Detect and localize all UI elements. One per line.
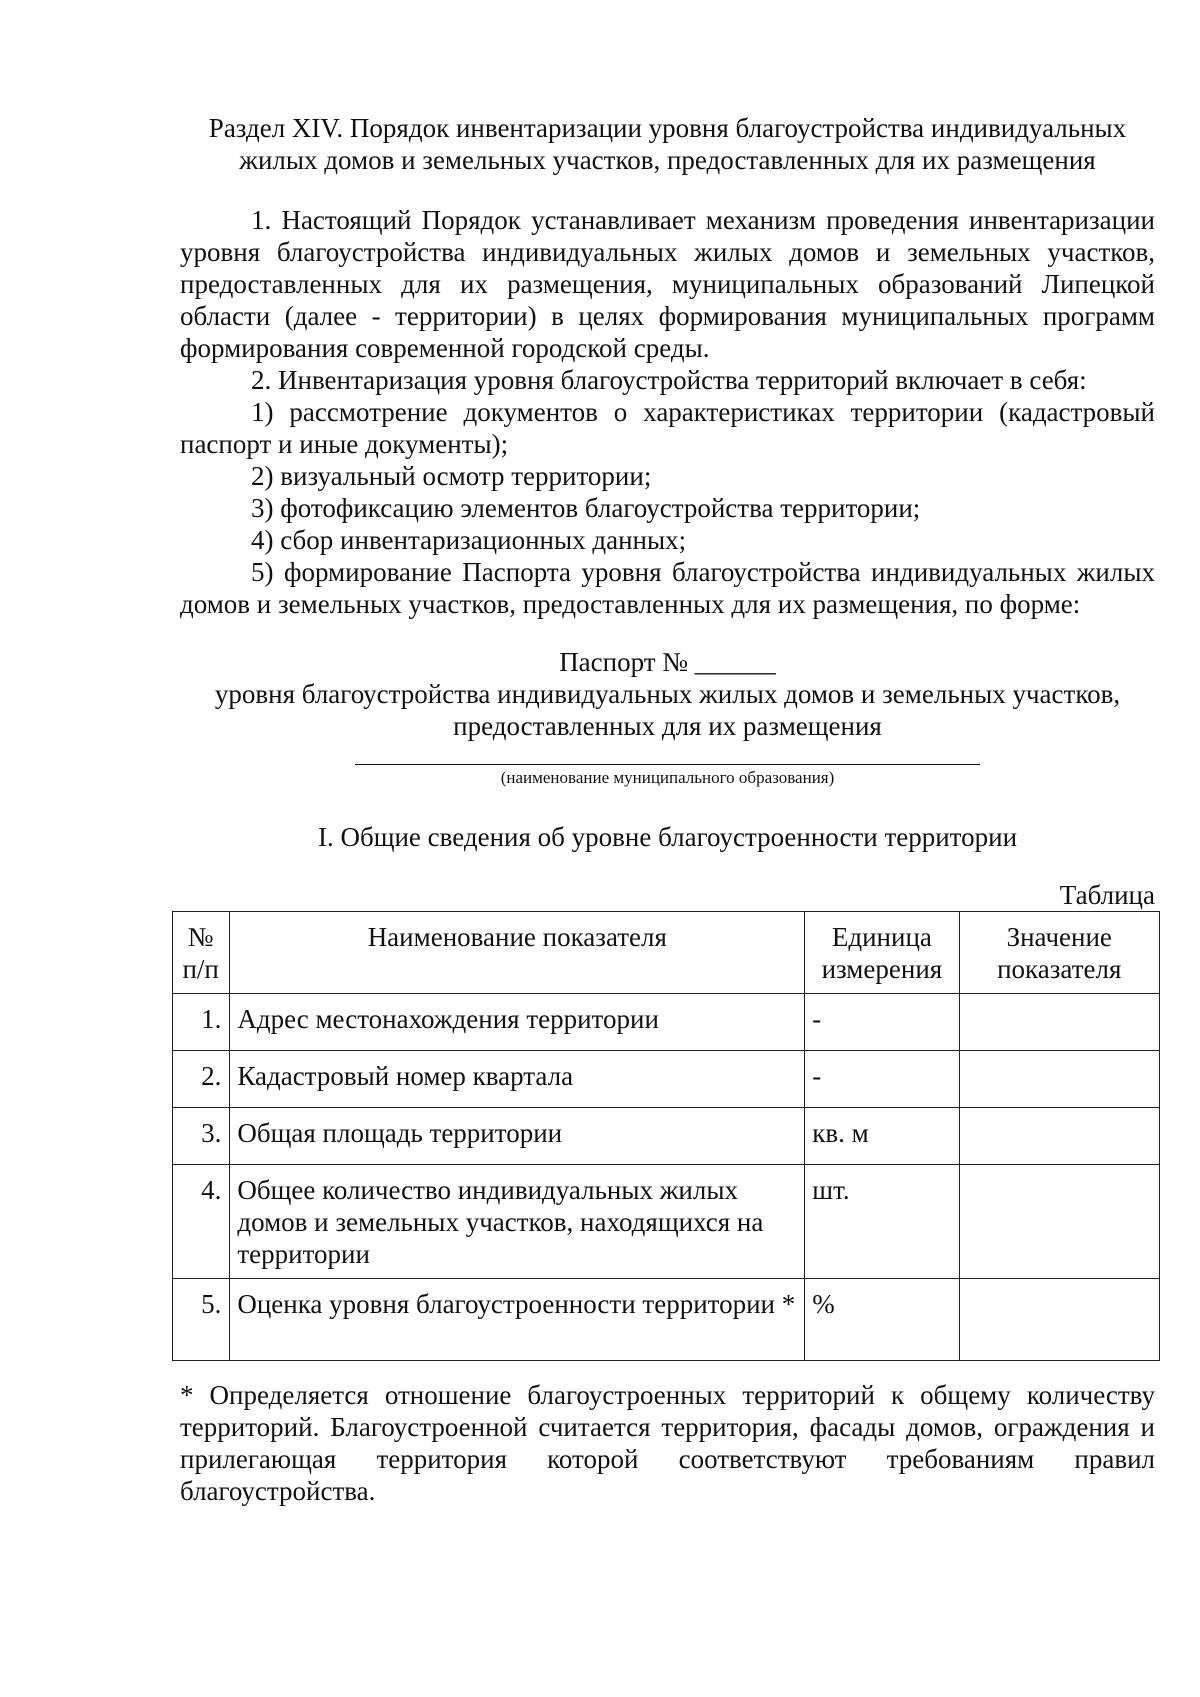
header-unit: Единица измерения (805, 912, 959, 994)
header-num: № п/п (173, 912, 230, 994)
section-title-line-1: Раздел XIV. Порядок инвентаризации уровня благоустройства индивидуальных (208, 113, 1127, 143)
row-name: Общее количество индивидуальных жилых домов и земельных участков, находящихся на территории (230, 1165, 805, 1279)
row-num: 4. (173, 1165, 230, 1279)
row-num: 1. (173, 994, 230, 1051)
row-unit: - (805, 994, 959, 1051)
table-row (173, 1165, 1160, 1279)
list-item-1: 1) рассмотрение документов о характеристиках территории (кадастровый паспорт и иные документы); (180, 397, 1155, 459)
row-name: Адрес местонахождения территории (230, 994, 805, 1051)
row-value (959, 1051, 1160, 1108)
list-item-3: 3) фотофиксацию элементов благоустройства территории; (251, 493, 921, 523)
row-num: 5. (173, 1279, 230, 1361)
row-unit: шт. (805, 1165, 959, 1279)
table-row (173, 994, 1160, 1051)
table-header-row (173, 912, 1160, 994)
subsection-title: I. Общие сведения об уровне благоустроенности территории (317, 822, 1018, 852)
row-value (959, 1165, 1160, 1279)
row-name: Оценка уровня благоустроенности территории * (230, 1279, 805, 1361)
footnote: * Определяется отношение благоустроенных территорий к общему количеству территорий. Благоустроенной считается территория, фасады домов, ограждения и прилегающая территория которой соответствуют требованиям правил благоустройства. (180, 1380, 1155, 1506)
row-value (959, 1108, 1160, 1165)
section-title (180, 112, 1155, 176)
passport-subtitle-line-2: предоставленных для их размещения (453, 711, 882, 741)
row-name: Общая площадь территории (230, 1108, 805, 1165)
table-row (173, 1051, 1160, 1108)
header-name: Наименование показателя (230, 912, 805, 994)
row-unit: - (805, 1051, 959, 1108)
paragraph-2: 2. Инвентаризация уровня благоустройства территорий включает в себя: (251, 365, 1087, 395)
table-row (173, 1108, 1160, 1165)
passport-subtitle-line-1: уровня благоустройства индивидуальных жилых домов и земельных участков, (214, 679, 1121, 709)
row-value (959, 1279, 1160, 1361)
section-title-line-2: жилых домов и земельных участков, предоставленных для их размещения (239, 145, 1096, 175)
row-unit: кв. м (805, 1108, 959, 1165)
table-row (173, 1279, 1160, 1361)
row-value (959, 994, 1160, 1051)
document-content (180, 112, 1155, 1534)
municipality-caption: (наименование муниципального образования) (500, 768, 835, 787)
table-caption: Таблица (1059, 880, 1155, 910)
list-item-2: 2) визуальный осмотр территории; (251, 461, 652, 491)
list-item-4: 4) сбор инвентаризационных данных; (251, 525, 687, 555)
row-unit: % (805, 1279, 959, 1361)
municipality-blank-line (355, 756, 980, 765)
row-num: 2. (173, 1051, 230, 1108)
passport-title: Паспорт № ______ (559, 647, 776, 677)
paragraph-1: 1. Настоящий Порядок устанавливает механизм проведения инвентаризации уровня благоустройства индивидуальных жилых домов и земельных участков, предоставленных для их размещения, муниципальных образований Липецкой области (далее - территории) в целях формирования муниципальных программ формирования современной городской среды. (180, 205, 1155, 363)
indicators-table (172, 911, 1160, 1361)
header-value: Значение показателя (959, 912, 1160, 994)
row-name: Кадастровый номер квартала (230, 1051, 805, 1108)
row-num: 3. (173, 1108, 230, 1165)
list-item-5: 5) формирование Паспорта уровня благоустройства индивидуальных жилых домов и земельных участков, предоставленных для их размещения, по форме: (180, 557, 1155, 619)
